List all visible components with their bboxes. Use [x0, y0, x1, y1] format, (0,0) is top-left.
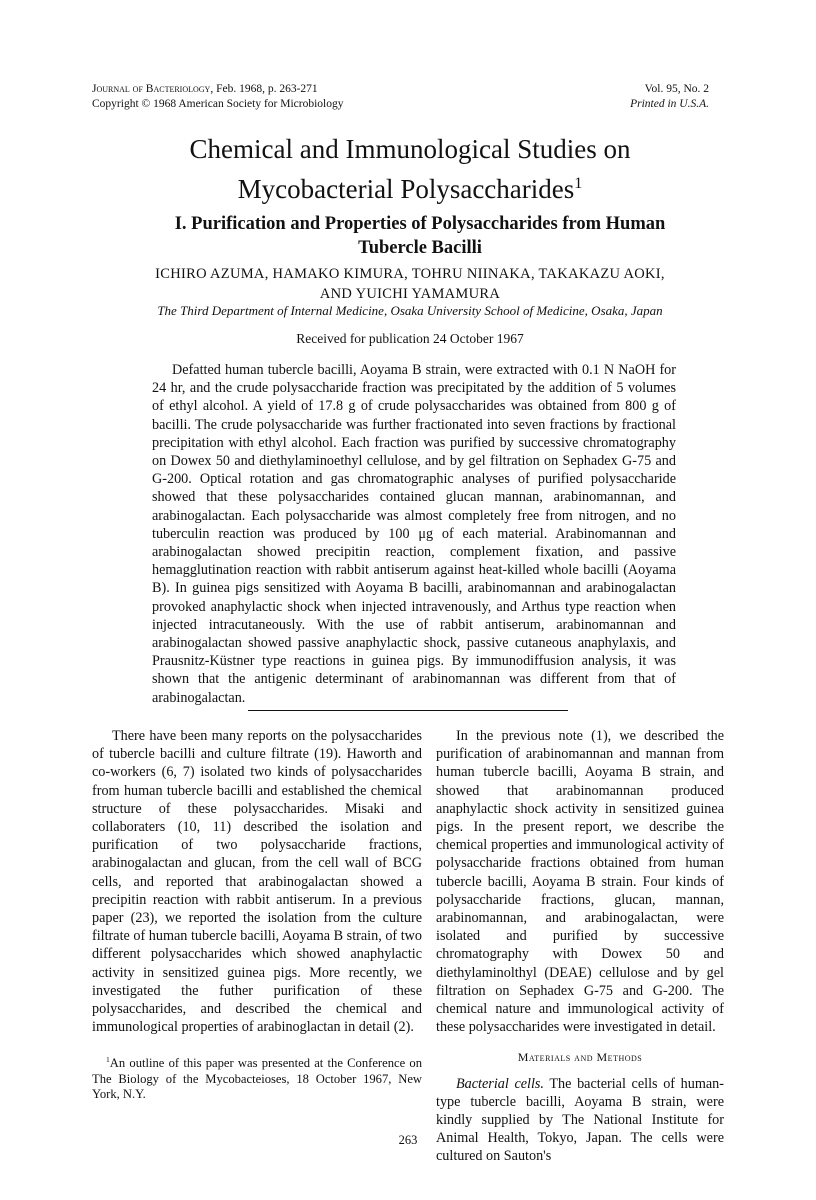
title-line-1: Chemical and Immunological Studies on	[189, 134, 631, 164]
footnote-mark: 1	[106, 1055, 110, 1064]
journal-citation: , Feb. 1968, p. 263-271	[210, 83, 318, 95]
section-heading-text: Materials and Methods	[517, 1050, 643, 1065]
title-line-2: Mycobacterial Polysaccharides	[237, 174, 575, 204]
paper-subtitle	[120, 212, 720, 260]
journal-header	[92, 82, 343, 112]
volume-number: Vol. 95, No. 2	[644, 83, 709, 95]
affiliation: The Third Department of Internal Medicine, Osaka University School of Medicine, Osaka, Japan	[157, 303, 663, 318]
bacterial-cells-paragraph	[436, 1075, 724, 1166]
left-column	[92, 727, 422, 1036]
printed-in: Printed in U.S.A.	[630, 98, 709, 110]
section-heading	[436, 1048, 724, 1066]
abstract: Defatted human tubercle bacilli, Aoyama B strain, were extracted with 0.1 N NaOH for 24 hr, and the crude polysaccharide fraction was precipitated by the addition of 5 volumes of ethyl alcohol. A yield of 17.8 g of crude polysaccharides was obtained from 800 g of bacilli. The crude polysaccharide was further fractionated into seven fractions by fractional precipitation with ethyl alcohol. Each fraction was purified by successive chromatography on Dowex 50 and diethylaminoethyl cellulose, and by gel filtration on Sephadex G-75 and G-200. Optical rotation and gas chromatographic analyses of purified polysaccharide showed that these polysaccharides contained glucan mannan, arabinomannan, and arabinogalactan. Each polysaccharide was almost completely free from nitrogen, and no tuberculin reaction was produced by 100 μg of each material. Arabinomannan and arabinogalactan showed precipitin reaction, complement fixation, and passive hemagglutination reaction with rabbit antiserum against heat-killed whole bacilli (Aoyama B). In guinea pigs sensitized with Aoyama B bacilli, arabinomannan and arabinogalactan provoked anaphylactic shock when injected intravenously, and Arthus type reaction when injected intracutaneously. With the use of rabbit antiserum, arabinomannan and arabinogalactan showed passive anaphylactic shock, passive cutaneous anaphylaxis, and Prausnitz-Küstner type reactions in guinea pigs. By immunodiffusion analysis, it was shown that the antigenic determinant of arabinomannan was different from that of arabinogalactan.	[152, 362, 676, 706]
footnote	[92, 1052, 422, 1103]
right-column	[436, 727, 724, 1166]
authors-line-1: ICHIRO AZUMA, HAMAKO KIMURA, TOHRU NIINAKA, TAKAKAZU AOKI,	[155, 266, 665, 282]
journal-name: Journal of Bacteriology	[92, 83, 211, 95]
volume-header	[630, 82, 709, 112]
subsection-text: The bacterial cells of human-type tubercle bacilli, Aoyama B strain, were kindly supplied by The National Institute for Animal Health, Tokyo, Japan. The cells were cultured on Sauton's	[436, 1075, 724, 1165]
copyright-line: Copyright © 1968 American Society for Microbiology	[92, 98, 344, 110]
journal-citation-line	[92, 82, 343, 97]
author-list	[110, 264, 710, 304]
intro-paragraph: There have been many reports on the polysaccharides of tubercle bacilli and culture filtrate (19). Haworth and co-workers (6, 7) isolated two kinds of polysaccharides from human tubercle bacilli and established the chemical structure of these polysaccharides. Misaki and collaboraters (10, 11) described the isolation and purification of two polysaccharide fractions, arabinogalactan and glucan, from the cell wall of BCG cells, and reported that arabinogalactan showed a precipitin reaction with rabbit antiserum. In a previous paper (23), we reported the isolation from the culture filtrate of human tubercle bacilli, Aoyama B strain, of two different polysaccharides which showed anaphylactic activity in sensitized guinea pigs. More recently, we investigated the futher purification of these polysaccharides, and described the chemical and immunological properties of arabinoglactan in detail (2).	[92, 728, 422, 1036]
received-date: Received for publication 24 October 1967	[296, 331, 524, 346]
subsection-label: Bacterial cells.	[456, 1075, 544, 1092]
previous-note-paragraph: In the previous note (1), we described the purification of arabinomannan and mannan from human tubercle bacilli, Aoyama B strain, and showed that arabinomannan produced anaphylactic shock activity in sensitized guinea pigs. In the present report, we describe the chemical properties and immunological activity of polysaccharide fractions obtained from human tubercle bacilli, Aoyama B strain. Four kinds of polysaccharide fractions, glucan, mannan, arabinomannan, and arabinogalactan, were isolated and purified by successive chromatography with Dowex 50 and diethylaminolthyl (DEAE) cellulose and by gel filtration on Sephadex G-75 and G-200. The chemical nature and immunological activity of these polysaccharides were investigated in detail.	[436, 728, 724, 1036]
title-footnote-mark: 1	[574, 174, 583, 192]
footnote-text: An outline of this paper was presented at the Conference on The Biology of the Mycobacteioses, 18 October 1967, New York, N.Y.	[92, 1056, 422, 1102]
authors-line-2: AND YUICHI YAMAMURA	[319, 286, 501, 302]
paper-title	[90, 132, 730, 206]
subtitle-line-2: Tubercle Bacilli	[358, 238, 482, 258]
page-number: 263	[398, 1133, 418, 1147]
section-divider	[248, 710, 568, 711]
subtitle-line-1: I. Purification and Properties of Polysaccharides from Human	[174, 214, 666, 234]
